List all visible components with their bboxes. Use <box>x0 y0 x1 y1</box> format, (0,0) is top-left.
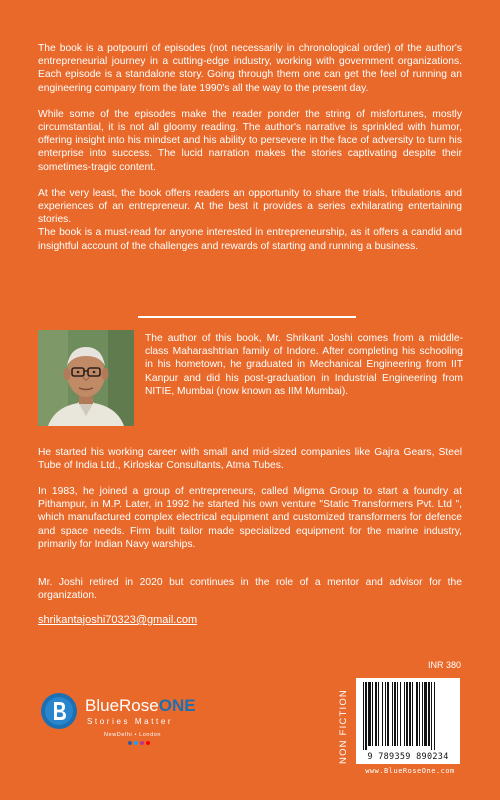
barcode-bar <box>363 682 364 750</box>
barcode-bar <box>409 682 411 746</box>
price-label: INR 380 <box>428 660 462 670</box>
social-icons <box>128 741 150 745</box>
barcode-bar <box>378 682 379 746</box>
publisher-emblem-icon <box>40 692 78 730</box>
isbn-barcode <box>356 678 460 764</box>
blurb-paragraph-3: At the very least, the book offers readers an opportunity to share the trials, tribulations and experiences of an entrepreneur. At the best it provides a series exhilarating entertaining stories. <box>38 187 462 226</box>
author-intro: The author of this book, Mr. Shrikant Joshi comes from a middle-class Maharashtrian family of Indore. After completing his schooling in his hometown, he graduated in Mechanical Engineering from IIT Kanpur and did his post-graduation in Industrial Engineering from NITIE, Mumbai (now known as IIM Mumbai). <box>145 333 463 397</box>
barcode-bar <box>431 682 432 750</box>
barcode-bar <box>419 682 420 746</box>
youtube-icon <box>146 741 150 745</box>
author-venture-paragraph: In 1983, he joined a group of entrepreneurs, called Migma Group to start a foundry at Pithampur, in M.P. Later, in 1992 he started his own venture "Static Transformers Pvt. Ltd ", which manufactured complex electrical equipment and customized transformers for defence and space needs. Firm built tailor made specialized equipment for the marine industry, primarily for Indian Navy warships. <box>38 486 462 550</box>
author-retirement-paragraph: Mr. Joshi retired in 2020 but continues in the role of a mentor and advisor for the organization. <box>38 577 462 602</box>
barcode-bar <box>375 682 377 746</box>
barcode-bar <box>394 682 396 746</box>
barcode-bar <box>392 682 393 746</box>
genre-label: NON FICTION <box>337 688 349 764</box>
back-cover-blurb <box>38 42 462 266</box>
barcode-bar <box>434 682 435 750</box>
barcode-bar <box>382 682 383 746</box>
twitter-icon <box>134 741 138 745</box>
barcode-bar <box>365 682 367 750</box>
author-career-paragraph: He started his working career with small and mid-sized companies like Gajra Gears, Steel Tube of India Ltd., Kirloskar Consultants, Atma Tubes. <box>38 447 462 472</box>
barcode-bar <box>424 682 427 746</box>
barcode-bar <box>400 682 401 746</box>
publisher-name: BlueRoseONE <box>85 696 196 715</box>
blurb-paragraph-4: The book is a must-read for anyone interested in entrepreneurship, as it offers a candid and insightful account of the challenges and rewards of starting and running a business. <box>38 227 462 252</box>
blurb-paragraph-2: While some of the episodes make the reader ponder the string of misfortunes, mostly circumstantial, it is not all gloomy reading. The author's narrative is sprinkled with humor, offering insight into his mindset and his ability to persevere in the face of adversity to turn his enterprise into success. The lucid narration makes the stories captivating despite their sometimes-tragic content. <box>38 108 462 173</box>
instagram-icon <box>140 741 144 745</box>
publisher-logo <box>40 690 230 750</box>
barcode-bar <box>372 682 373 746</box>
blurb-paragraph-1: The book is a potpourri of episodes (not necessarily in chronological order) of the author's entrepreneurial journey in a cutting-edge industry, working with government organizations. Each episode is a standalone story. Going through them one can get the feel of running an engineering company from the late 1990's all the way to the present day. <box>38 43 462 94</box>
barcode-bar <box>368 682 371 746</box>
author-email-link[interactable]: shrikantajoshi70323@gmail.com <box>38 614 198 626</box>
barcode-bar <box>404 682 405 746</box>
barcode-bar <box>416 682 418 746</box>
barcode-bar <box>412 682 413 746</box>
publisher-tagline: Stories Matter <box>87 717 174 726</box>
isbn-number: 9 789359 890234 <box>367 752 449 762</box>
barcode-bar <box>406 682 408 746</box>
section-divider <box>138 316 356 318</box>
barcode-bar <box>428 682 430 746</box>
publisher-cities: NewDelhi • London <box>104 732 162 738</box>
barcode-bar <box>397 682 398 746</box>
facebook-icon <box>128 741 132 745</box>
barcode-bar <box>385 682 386 746</box>
barcode-bar <box>422 682 423 746</box>
publisher-website: www.BlueRoseOne.com <box>365 767 455 775</box>
author-photo <box>38 330 134 426</box>
barcode-bar <box>387 682 389 746</box>
